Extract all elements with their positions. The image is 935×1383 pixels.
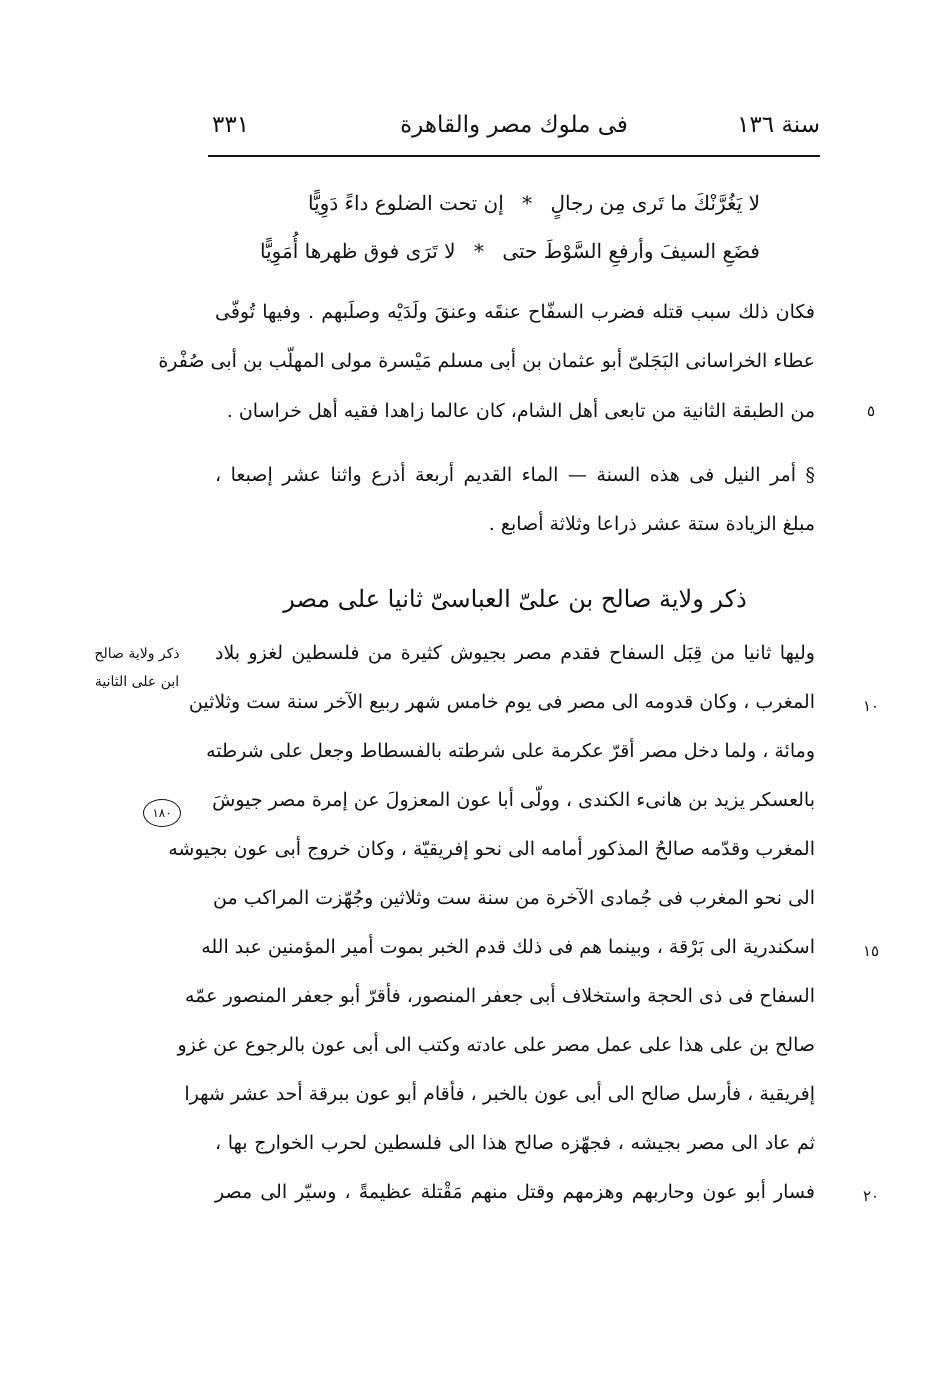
- text-line: فكان ذلك سبب قتله فضرب السفّاح عنقَه وعنقَ ولَدَيْه وصلَبهم . وفيها تُوفّى: [215, 301, 815, 323]
- line-number: ٥: [866, 402, 876, 420]
- header-title: فى ملوك مصر والقاهرة: [400, 112, 628, 138]
- text-line: اسكندرية الى بَرْقة ، وبينما هم فى ذلك قدم الخبر بموت أمير المؤمنين عبد الله: [201, 936, 815, 958]
- verse-line: [260, 241, 760, 261]
- text-line: المغرب ، وكان قدومه الى مصر فى يوم خامس شهر ربيع الآخر سنة ست وثلاثين: [188, 691, 815, 713]
- verse-separator: *: [522, 191, 533, 215]
- margin-note: [78, 640, 196, 696]
- verse-hemistich: فضَعِ السيفَ وأرفعِ السَّوْطَ حتى: [502, 239, 760, 263]
- verse-line: [308, 193, 760, 213]
- text-line: السفاح فى ذى الحجة واستخلاف أبى جعفر المنصور، فأقرّ أبو جعفر المنصور عمّه: [185, 985, 815, 1007]
- line-number: ١٥: [862, 942, 880, 960]
- margin-note-line: ذكر ولاية صالح: [94, 646, 180, 662]
- line-number: ١٠: [862, 697, 880, 715]
- margin-note-line: ابن على الثانية: [94, 674, 180, 690]
- header-year: سنة ١٣٦: [737, 112, 820, 138]
- text-line: المغرب وقدّمه صالحُ المذكور أمامه الى نحو إفريقيّة ، وكان خروج أبى عون بجيوشه: [168, 838, 815, 860]
- text-line: الى نحو المغرب فى جُمادى الآخرة من سنة ست وثلاثين وجُهّزت المراكب من: [213, 887, 815, 909]
- text-line: فسار أبو عون وحاربهم وهزمهم وقتل منهم مَقْتلة عظيمةً ، وسيّر الى مصر: [215, 1181, 815, 1203]
- verse-hemistich: لا تَرَى فوق ظهرها أُمَوِيًّا: [260, 239, 456, 263]
- text-line: إفريقية ، فأرسل صالح الى أبى عون بالخبر ، فأقام أبو عون ببرقة أحد عشر شهرا: [184, 1083, 815, 1105]
- line-number: ٢٠: [862, 1187, 880, 1205]
- text-line: مبلغ الزيادة ستة عشر ذراعا وثلاثة أصابع .: [488, 513, 815, 535]
- header-rule: [208, 155, 820, 157]
- page-stamp: ١٨٠: [143, 799, 181, 827]
- text-line: من الطبقة الثانية من تابعى أهل الشام، كان عالما زاهدا فقيه أهل خراسان .: [226, 400, 815, 422]
- verse-hemistich: إن تحت الضلوع داءً دَوِيًّا: [308, 191, 504, 215]
- verse-separator: *: [473, 239, 484, 263]
- text-line: بالعسكر يزيد بن هانىء الكندى ، وولّى أبا عون المعزولَ عن إمرة مصر جيوشَ: [212, 789, 815, 811]
- text-line: ومائة ، ولما دخل مصر أقرّ عكرمة على شرطته بالفسطاط وجعل على شرطته: [206, 740, 815, 762]
- text-line: عطاء الخراسانى البَجَلىّ أبو عثمان بن أبى مسلم مَيْسرة مولى المهلّب بن أبى صُفْرة: [158, 350, 815, 372]
- text-line: § أمر النيل فى هذه السنة — الماء القديم أربعة أذرع واثنا عشر إصبعا ،: [215, 464, 815, 486]
- page-number: ٣٣١: [212, 112, 250, 138]
- text-line: وليها ثانيا من قِبَل السفاح فقدم مصر بجيوش كثيرة من فلسطين لغزو بلاد: [215, 642, 815, 664]
- verse-hemistich: لا يَغُرَّنْكَ ما تَرى مِن رجالٍ: [550, 191, 760, 215]
- text-line: ثم عاد الى مصر بجيشه ، فجهّزه صالح هذا الى فلسطين لحرب الخوارج بها ،: [215, 1132, 815, 1154]
- text-line: صالح بن على هذا على عمل مصر على عادته وكتب الى أبى عون بالرجوع عن غزو: [177, 1034, 815, 1056]
- section-heading: ذكر ولاية صالح بن علىّ العباسىّ ثانيا على مصر: [283, 585, 747, 613]
- running-header: [208, 112, 820, 152]
